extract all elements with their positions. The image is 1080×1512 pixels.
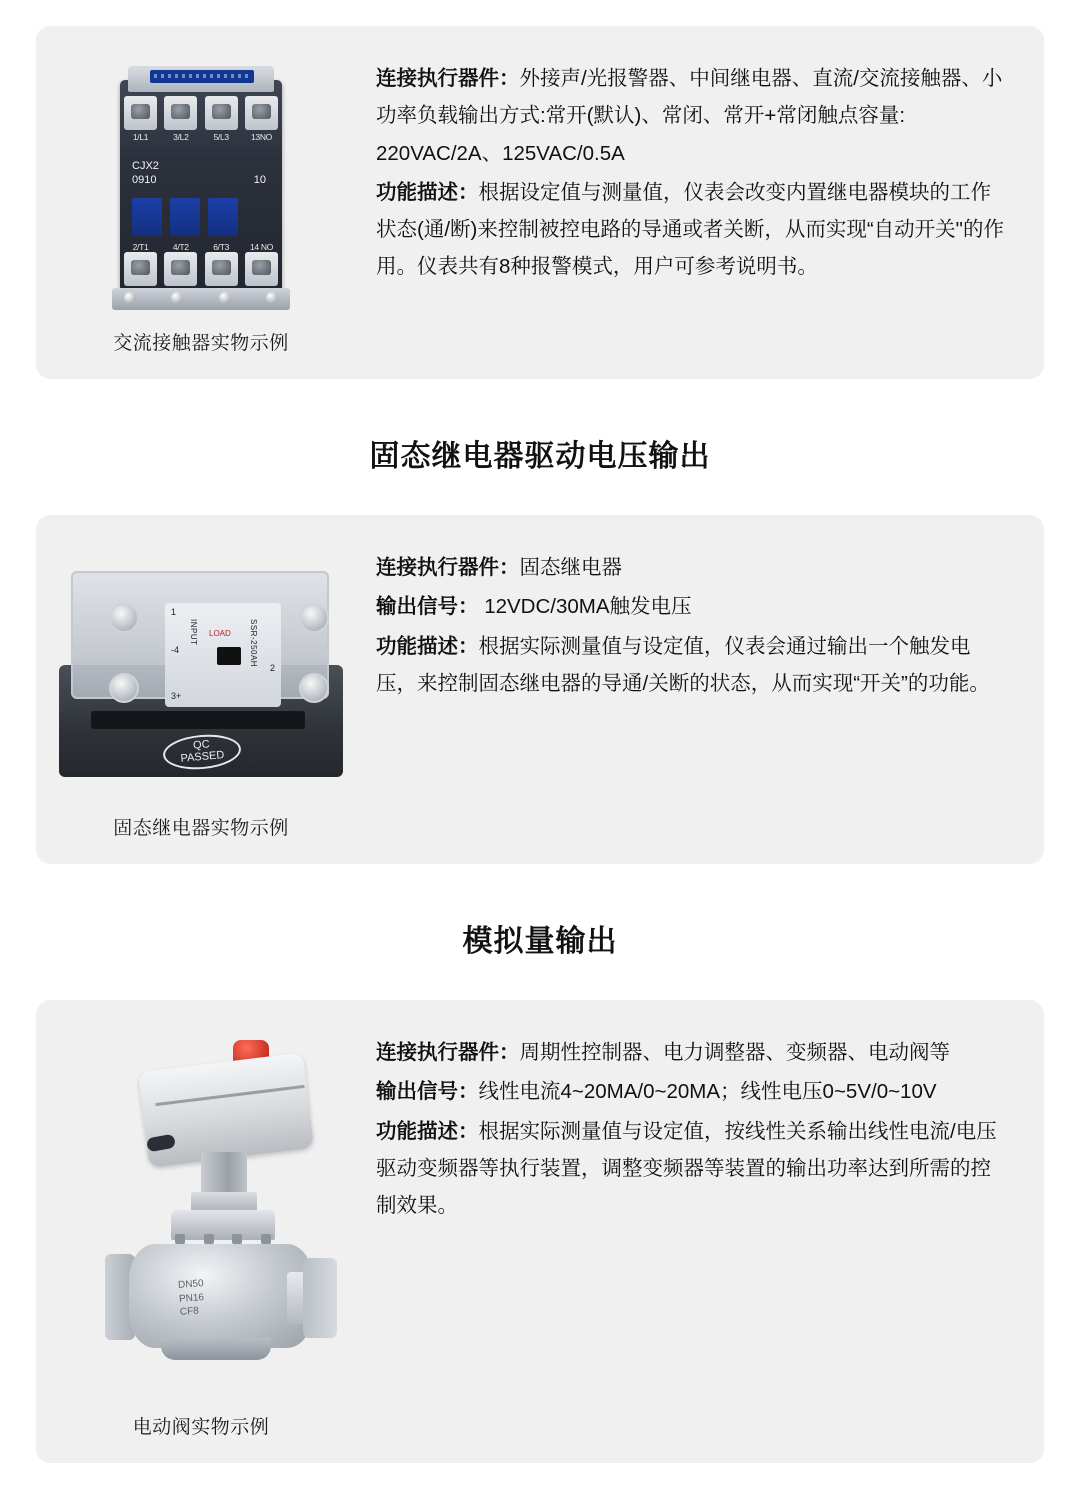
ssr-clear-cover <box>71 571 329 699</box>
paragraph-output-signal <box>376 1073 1004 1110</box>
paragraph-connect-devices <box>376 60 1004 172</box>
passed-text: PASSED <box>180 749 225 765</box>
terminal-screw <box>205 252 238 286</box>
paragraph-label: 连接执行器件： <box>376 67 520 90</box>
ssr-pin-1: 1 <box>171 607 177 617</box>
contactor-label-l3: 5/L3 <box>213 132 229 142</box>
terminal-screw <box>124 96 157 130</box>
bolt-icon <box>232 1234 242 1244</box>
section-relay-output-card <box>36 26 1044 379</box>
contactor-label-l2: 3/L2 <box>173 132 189 142</box>
bolt-icon <box>204 1234 214 1244</box>
ssr-input-text: INPUT <box>189 619 198 646</box>
terminal-screw <box>164 252 197 286</box>
top-spacer <box>0 0 1080 26</box>
section-ssr-output-card <box>36 515 1044 864</box>
paragraph-text: 周期性控制器、电力调整器、变频器、电动阀等 <box>519 1041 950 1064</box>
ssr-label-plate <box>165 603 281 707</box>
qc-text: QC <box>192 738 211 753</box>
paragraph-output-signal <box>376 588 1004 625</box>
blue-module <box>208 198 238 236</box>
valve-ball-body <box>129 1244 313 1348</box>
ssr-output-text <box>366 531 1044 848</box>
contactor-label-14no: 14 NO <box>249 242 274 252</box>
blue-module <box>170 198 200 236</box>
terminal-screw <box>245 252 278 286</box>
paragraph-text: 线性电流4~20MA/0~20MA；线性电压0~5V/0~10V <box>478 1080 937 1104</box>
ssr-pin-2: 2 <box>269 663 275 673</box>
electric-valve-photo <box>51 1032 351 1402</box>
contactor-base-screws <box>124 292 278 304</box>
paragraph-text: 根据实际测量值与设定值，按线性关系输出线性电流/电压驱动变频器等执行装置，调整变频器等装置的输出功率达到所需的控制效果。 <box>376 1119 997 1218</box>
ssr-pin-4: -4 <box>171 645 180 655</box>
paragraph-text: 固态继电器 <box>519 556 622 579</box>
ac-contactor-media <box>36 42 366 363</box>
paragraph-text: 根据实际测量值与设定值，仪表会通过输出一个触发电压，来控制固态继电器的导通/关断的状态，从而实现“开关”的功能。 <box>376 634 990 695</box>
terminal-screw <box>164 96 197 130</box>
ssr-pin-numbers <box>165 603 281 707</box>
ssr-model-text: SSR-250AH <box>249 619 258 668</box>
screw-icon <box>124 292 136 304</box>
paragraph-function-desc <box>376 628 1004 703</box>
paragraph-text: 根据设定值与测量值，仪表会改变内置继电器模块的工作状态(通/断)来控制被控电路的导通或者关断，从而实现“自动开关"的作用。仪表共有8种报警模式，用户可参考说明书。 <box>376 180 1004 279</box>
solid-state-relay-photo <box>51 553 351 803</box>
paragraph-label: 输出信号： <box>376 595 479 619</box>
section-analog-output-card <box>36 1000 1044 1463</box>
terminal-screw <box>245 96 278 130</box>
paragraph-label: 功能描述： <box>376 1119 479 1143</box>
ssr-pin-3: 3+ <box>171 691 182 701</box>
valve-media <box>36 1016 366 1447</box>
mounting-hole <box>299 603 329 633</box>
contactor-bottom-terminals <box>124 252 278 286</box>
contactor-label-t3: 6/T3 <box>213 242 230 252</box>
paragraph-label: 功能描述： <box>376 180 479 204</box>
contactor-model-text: CJX2 0910 <box>132 160 159 186</box>
contactor-top-labels <box>124 132 278 142</box>
contactor-number-text: 10 <box>253 174 266 186</box>
contactor-bottom-labels <box>124 242 278 252</box>
valve-body-marking: DN50 PN16 CF8 <box>177 1278 205 1318</box>
contactor-label-l1: 1/L1 <box>132 132 149 142</box>
section-title-ssr: 固态继电器驱动电压输出 <box>369 440 711 473</box>
terminal-screw <box>124 252 157 286</box>
bolt-icon <box>261 1234 271 1244</box>
paragraph-function-desc <box>376 1113 1004 1225</box>
contactor-blue-modules <box>132 198 272 236</box>
screw-icon <box>266 292 278 304</box>
paragraph-connect-devices <box>376 549 1004 586</box>
mounting-hole <box>299 673 329 703</box>
valve-bottom-cap <box>161 1338 271 1360</box>
paragraph-connect-devices <box>376 1034 1004 1071</box>
ac-contactor-caption: 交流接触器实物示例 <box>113 333 289 354</box>
contactor-label-t2: 4/T2 <box>172 242 189 252</box>
blue-module <box>132 198 162 236</box>
valve-caption: 电动阀实物示例 <box>132 1417 270 1438</box>
paragraph-text: 外接声/光报警器、中间继电器、直流/交流接触器、小功率负载输出方式:常开(默认)、常闭、常开+常闭触点容量: 220VAC/2A、125VAC/0.5A <box>376 67 1003 165</box>
paragraph-label: 输出信号： <box>376 1080 479 1104</box>
bottom-spacer <box>0 1463 1080 1497</box>
paragraph-label: 连接执行器件： <box>376 556 520 579</box>
paragraph-label: 功能描述： <box>376 634 479 658</box>
paragraph-text: 12VDC/30MA触发电压 <box>478 595 692 619</box>
ac-contactor-photo <box>106 56 296 318</box>
section-title-analog: 模拟量输出 <box>462 925 618 958</box>
analog-output-text <box>366 1016 1044 1447</box>
mounting-hole <box>109 603 139 633</box>
contactor-label-t1: 2/T1 <box>132 242 149 252</box>
contactor-top-terminals <box>124 96 278 130</box>
terminal-screw <box>205 96 238 130</box>
screw-icon <box>171 292 183 304</box>
valve-bonnet-bolts <box>175 1234 271 1244</box>
paragraph-function-desc <box>376 174 1004 286</box>
bolt-icon <box>175 1234 185 1244</box>
ssr-caption: 固态继电器实物示例 <box>113 818 289 839</box>
valve-flange-right <box>303 1258 337 1338</box>
ssr-terminal-slot <box>91 711 305 729</box>
contactor-blue-label <box>150 70 254 83</box>
mounting-hole <box>109 673 139 703</box>
contactor-label-13no: 13NO <box>250 132 272 142</box>
screw-icon <box>219 292 231 304</box>
relay-output-text <box>366 42 1044 363</box>
paragraph-label: 连接执行器件： <box>376 1041 520 1064</box>
ssr-media <box>36 531 366 848</box>
ssr-load-text: LOAD <box>209 629 231 638</box>
valve-actuator-housing <box>138 1052 314 1168</box>
